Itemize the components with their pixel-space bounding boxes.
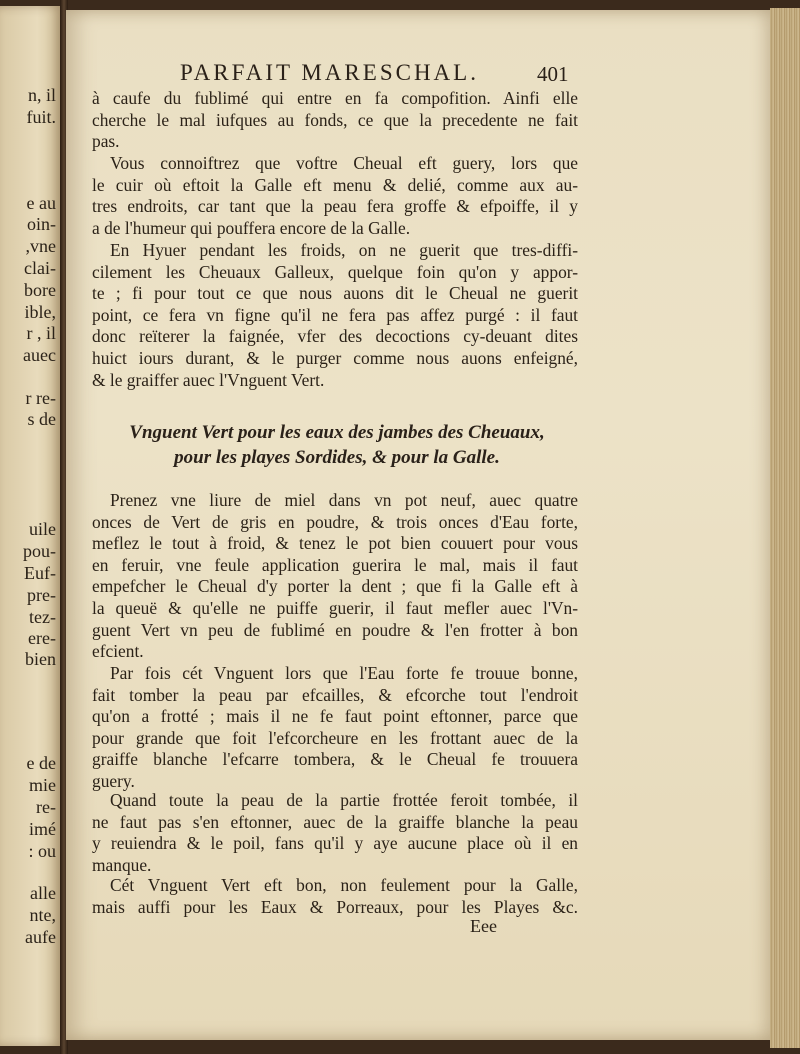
text-line: guent Vert vn peu de fublimé en poudre & l'en frotter à bon — [92, 619, 578, 640]
paragraph-6 — [92, 790, 578, 876]
paragraph-2 — [92, 153, 578, 239]
left-page-text-fragment: s de — [27, 409, 56, 429]
text-line: ne faut pas s'en eftonner, auec de la graiffe blanche la peau — [92, 811, 578, 832]
left-page-text-fragment: ible, — [24, 302, 56, 322]
text-line: guery. — [92, 770, 135, 791]
text-line: tres endroits, car tant que la peau fera groffe & efpoiffe, il y — [92, 196, 578, 217]
text-line: empefcher le Cheual d'y porter la dent ; que fi la Galle eft à — [92, 576, 578, 597]
left-page-text-fragment: imé — [29, 819, 56, 839]
text-line: Par fois cét Vnguent lors que l'Eau forte fe trouue bonne, — [110, 663, 578, 683]
left-page-text-fragment: bore — [24, 280, 56, 300]
text-line: pas. — [92, 131, 120, 152]
left-page-fragment — [0, 6, 62, 1046]
left-page-text-fragment: fuit. — [26, 107, 56, 127]
left-page-text-fragment: pre- — [27, 585, 56, 605]
text-line: y reuiendra & le poil, fans qu'il y aye aucune place où il en — [92, 833, 578, 854]
left-page-text-fragment: ,vne — [25, 236, 56, 256]
text-line: Prenez vne liure de miel dans vn pot neuf, auec quatre — [110, 490, 578, 510]
page-edges — [770, 8, 800, 1048]
text-line: mais auffi pour les Eaux & Porreaux, pour les Playes &c. — [92, 896, 578, 917]
text-line: Vous connoiftrez que voftre Cheual eft guery, lors que — [110, 153, 578, 173]
text-line: onces de Vert de gris en poudre, & trois onces d'Eau forte, — [92, 511, 578, 532]
text-line: en feruir, vne feule application guerira le mal, mais il faut — [92, 554, 578, 575]
left-page-text-fragment: oin- — [27, 214, 56, 234]
text-line: En Hyuer pendant les froids, on ne guerit que tres-diffi- — [110, 240, 578, 260]
heading-line: pour les playes Sordides, & pour la Galle. — [174, 447, 500, 468]
left-page-text-fragment: r , il — [26, 323, 56, 343]
text-line: cilement les Cheuaux Galleux, quelque foin qu'on y appor- — [92, 261, 578, 282]
paragraph-1 — [92, 88, 578, 153]
left-page-text-fragment: auec — [23, 345, 56, 365]
text-line: graiffe blanche l'efcarre tombera, & le Cheual fe trouuera — [92, 749, 578, 770]
text-line: donc reïterer la faignée, vfer des decoctions cy-deuant dites — [92, 326, 578, 347]
left-page-text-fragment: alle — [30, 883, 56, 903]
text-line: huict iours durant, & le purger comme nous auons enfeigné, — [92, 347, 578, 368]
left-page-text-fragment: r re- — [25, 388, 56, 408]
text-line: manque. — [92, 854, 152, 875]
section-heading — [92, 420, 582, 470]
left-page-text-fragment: uile — [29, 519, 56, 539]
text-line: & le graiffer auec l'Vnguent Vert. — [92, 369, 325, 390]
text-line: Quand toute la peau de la partie frottée feroit tombée, il — [110, 790, 578, 810]
page-number: 401 — [537, 62, 569, 86]
left-page-text-fragment: n, il — [27, 85, 56, 105]
left-page-text-fragment: clai- — [24, 258, 56, 278]
text-line: Cét Vnguent Vert eft bon, non feulement pour la Galle, — [110, 875, 578, 895]
left-page-text-fragment: pou- — [23, 541, 56, 561]
left-page-text-fragment: : ou — [28, 841, 56, 861]
paragraph-4 — [92, 490, 578, 663]
paragraph-5 — [92, 663, 578, 793]
text-line: qu'on a frotté ; mais il ne fe faut point eftonner, parce que — [92, 706, 578, 727]
left-page-text-fragment: re- — [36, 797, 56, 817]
left-page-text-fragment: bien — [25, 649, 56, 669]
left-page-text-fragment: ere- — [28, 628, 56, 648]
text-line: fait tomber la peau par efcailles, & efcorche tout l'endroit — [92, 684, 578, 705]
left-page-text-fragment: mie — [29, 775, 56, 795]
text-line: efcient. — [92, 641, 144, 662]
text-line: point, ce fera vn figne qu'il ne fera pas affez purgé : il faut — [92, 304, 578, 325]
text-line: pour grande que foit l'efcorcheure en les frottant auec de la — [92, 727, 578, 748]
left-page-text-fragment: e de — [26, 753, 56, 773]
catchword: Eee — [470, 916, 497, 936]
heading-line: Vnguent Vert pour les eaux des jambes des Cheuaux, — [129, 422, 545, 443]
left-page-text-fragment: aufe — [25, 927, 56, 947]
text-line: à caufe du fublimé qui entre en fa compofition. Ainfi elle — [92, 88, 578, 108]
text-line: a de l'humeur qui pouffera encore de la Galle. — [92, 217, 411, 238]
left-page-text-fragment: nte, — [29, 905, 56, 925]
text-line: meflez le tout à froid, & tenez le pot bien couuert pour vous — [92, 533, 578, 554]
left-page-text-fragment: e au — [26, 193, 56, 213]
text-line: le cuir où eftoit la Galle eft menu & delié, comme aux au- — [92, 174, 578, 195]
text-line: te ; fi pour tout ce que nous auons dit le Cheual ne guerit — [92, 283, 578, 304]
paragraph-7 — [92, 875, 578, 918]
left-page-text-fragment: tez- — [29, 607, 56, 627]
text-line: la queuë & qu'elle ne puiffe guerir, il faut mefler auec l'Vn- — [92, 597, 578, 618]
text-line: cherche le mal iufques au fonds, ce que la precedente ne fait — [92, 109, 578, 130]
paragraph-3 — [92, 240, 578, 391]
running-head: PARFAIT MARESCHAL. — [180, 60, 479, 85]
page-header — [180, 60, 740, 90]
left-page-text-fragment: Euf- — [24, 563, 56, 583]
